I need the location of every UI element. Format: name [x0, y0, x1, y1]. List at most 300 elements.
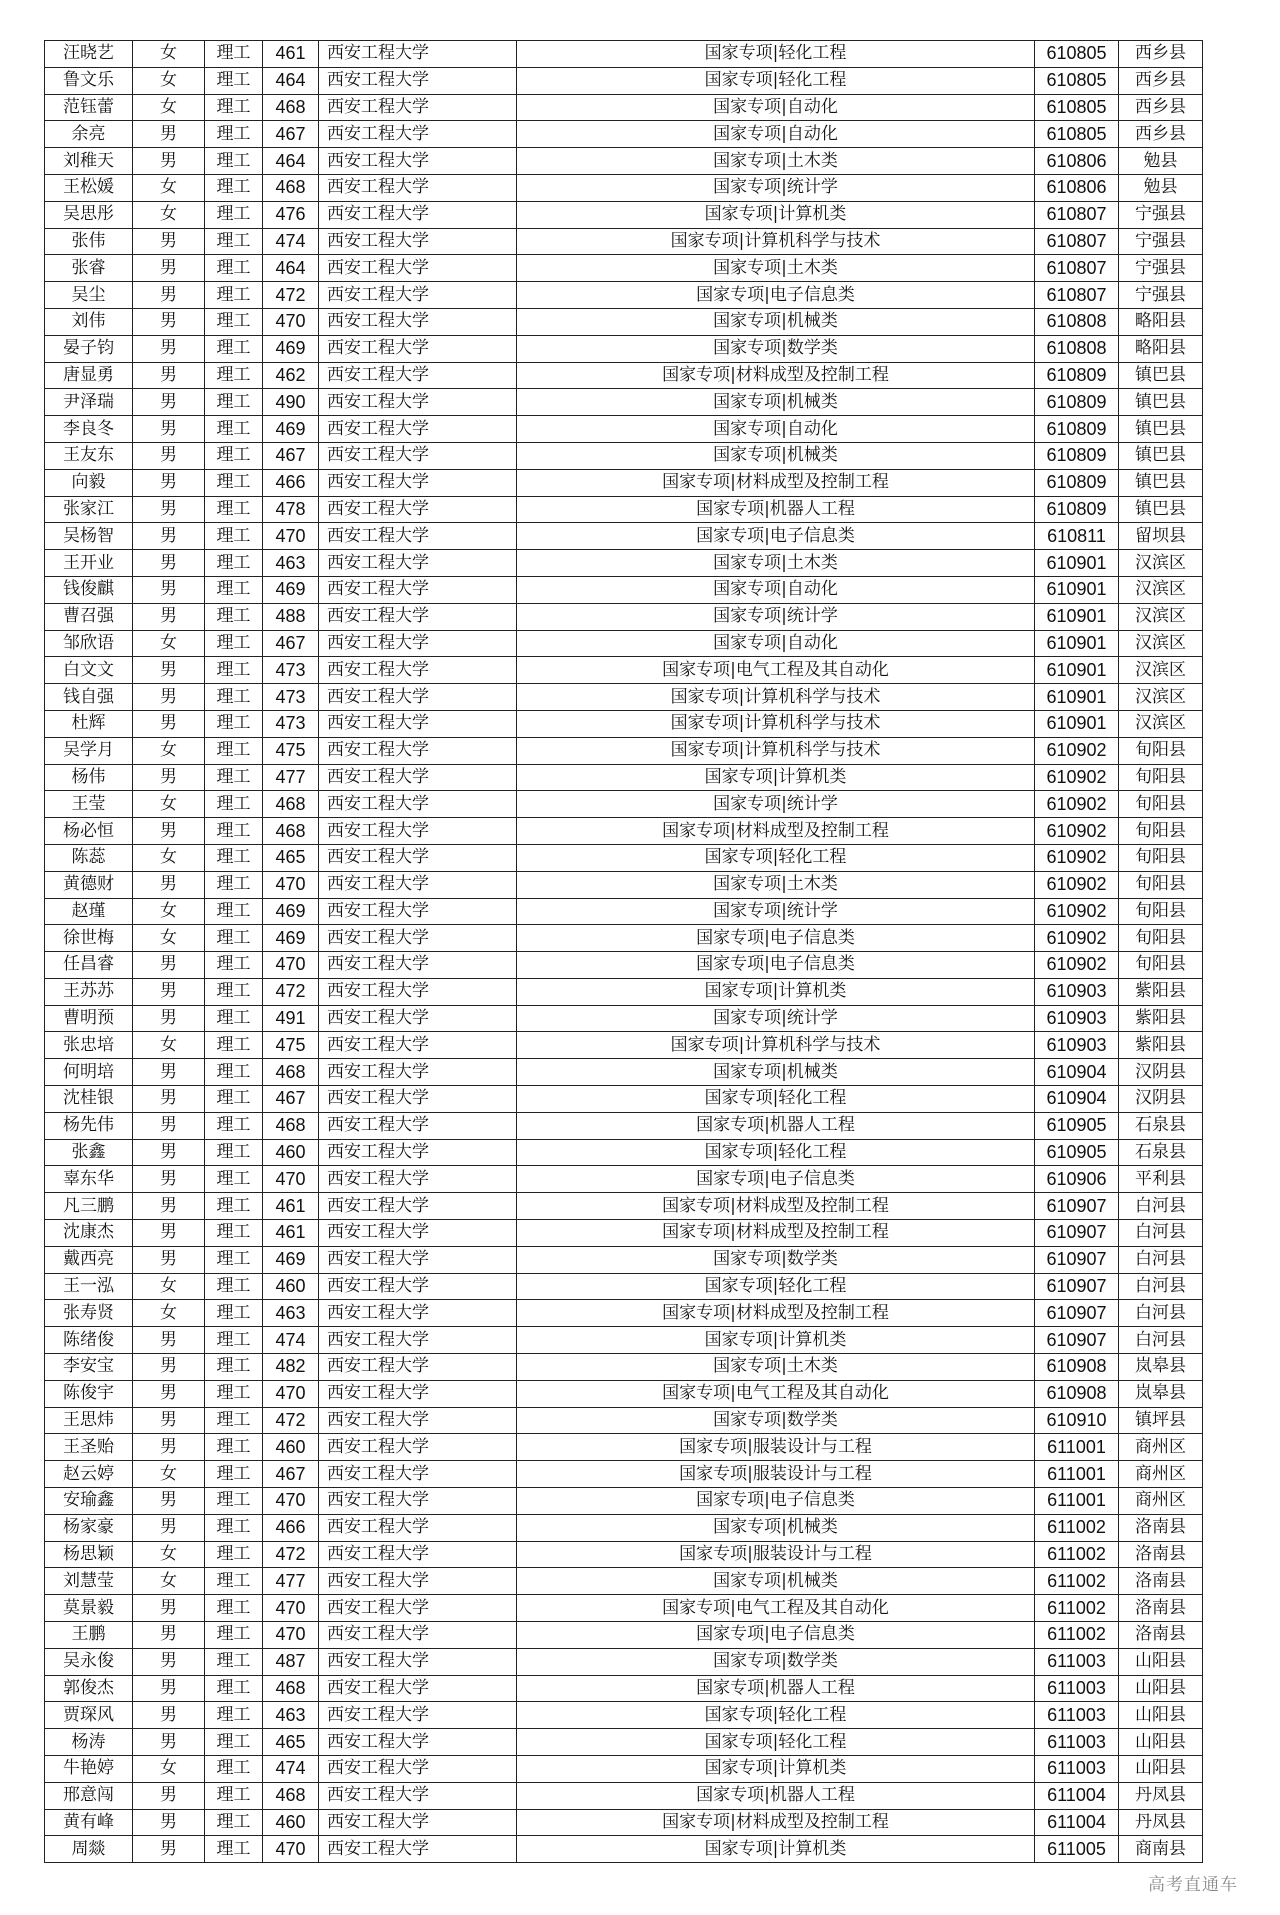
region-code-cell: 610807: [1035, 201, 1119, 228]
gender-cell: 女: [133, 925, 205, 952]
university-cell: 西安工程大学: [319, 362, 517, 389]
student-name-cell: 赵瑾: [45, 898, 133, 925]
region-code-cell: 611001: [1035, 1488, 1119, 1515]
score-cell: 491: [263, 1005, 319, 1032]
category-cell: 理工: [205, 1059, 263, 1086]
gender-cell: 女: [133, 737, 205, 764]
region-code-cell: 610902: [1035, 764, 1119, 791]
major-cell: 国家专项|自动化: [517, 121, 1035, 148]
major-cell: 国家专项|机器人工程: [517, 1112, 1035, 1139]
region-code-cell: 611003: [1035, 1702, 1119, 1729]
region-code-cell: 611002: [1035, 1541, 1119, 1568]
student-name-cell: 凡三鹏: [45, 1193, 133, 1220]
county-cell: 旬阳县: [1119, 925, 1203, 952]
major-cell: 国家专项|电子信息类: [517, 282, 1035, 309]
gender-cell: 男: [133, 684, 205, 711]
region-code-cell: 610808: [1035, 308, 1119, 335]
university-cell: 西安工程大学: [319, 1112, 517, 1139]
gender-cell: 女: [133, 174, 205, 201]
score-cell: 462: [263, 362, 319, 389]
table-row: [45, 1488, 1203, 1515]
student-name-cell: 曹召强: [45, 603, 133, 630]
score-cell: 467: [263, 121, 319, 148]
region-code-cell: 610908: [1035, 1354, 1119, 1381]
county-cell: 石泉县: [1119, 1112, 1203, 1139]
category-cell: 理工: [205, 255, 263, 282]
score-cell: 464: [263, 255, 319, 282]
major-cell: 国家专项|材料成型及控制工程: [517, 1809, 1035, 1836]
county-cell: 宁强县: [1119, 228, 1203, 255]
score-cell: 466: [263, 469, 319, 496]
gender-cell: 男: [133, 523, 205, 550]
gender-cell: 男: [133, 496, 205, 523]
score-cell: 487: [263, 1648, 319, 1675]
major-cell: 国家专项|计算机类: [517, 201, 1035, 228]
score-cell: 470: [263, 871, 319, 898]
region-code-cell: 611003: [1035, 1675, 1119, 1702]
category-cell: 理工: [205, 1220, 263, 1247]
major-cell: 国家专项|土木类: [517, 148, 1035, 175]
score-cell: 463: [263, 550, 319, 577]
county-cell: 商州区: [1119, 1434, 1203, 1461]
gender-cell: 男: [133, 1648, 205, 1675]
category-cell: 理工: [205, 1434, 263, 1461]
university-cell: 西安工程大学: [319, 737, 517, 764]
score-cell: 469: [263, 925, 319, 952]
table-row: [45, 1220, 1203, 1247]
table-row: [45, 1434, 1203, 1461]
university-cell: 西安工程大学: [319, 1756, 517, 1783]
region-code-cell: 610807: [1035, 282, 1119, 309]
region-code-cell: 610903: [1035, 1032, 1119, 1059]
table-row: [45, 1648, 1203, 1675]
category-cell: 理工: [205, 1729, 263, 1756]
score-cell: 461: [263, 1220, 319, 1247]
student-name-cell: 杨思颖: [45, 1541, 133, 1568]
region-code-cell: 610902: [1035, 818, 1119, 845]
gender-cell: 女: [133, 1300, 205, 1327]
student-name-cell: 黄德财: [45, 871, 133, 898]
major-cell: 国家专项|材料成型及控制工程: [517, 1300, 1035, 1327]
county-cell: 旬阳县: [1119, 898, 1203, 925]
region-code-cell: 610901: [1035, 710, 1119, 737]
category-cell: 理工: [205, 228, 263, 255]
student-name-cell: 陈俊宇: [45, 1380, 133, 1407]
table-row: [45, 630, 1203, 657]
major-cell: 国家专项|服装设计与工程: [517, 1541, 1035, 1568]
score-cell: 461: [263, 1193, 319, 1220]
university-cell: 西安工程大学: [319, 871, 517, 898]
score-cell: 475: [263, 1032, 319, 1059]
region-code-cell: 610809: [1035, 416, 1119, 443]
table-row: [45, 737, 1203, 764]
category-cell: 理工: [205, 1622, 263, 1649]
major-cell: 国家专项|统计学: [517, 898, 1035, 925]
region-code-cell: 610809: [1035, 469, 1119, 496]
student-name-cell: 杨伟: [45, 764, 133, 791]
region-code-cell: 611004: [1035, 1782, 1119, 1809]
major-cell: 国家专项|数学类: [517, 1407, 1035, 1434]
score-cell: 470: [263, 952, 319, 979]
student-name-cell: 赵云婷: [45, 1461, 133, 1488]
gender-cell: 女: [133, 1273, 205, 1300]
score-cell: 470: [263, 1380, 319, 1407]
score-cell: 472: [263, 282, 319, 309]
major-cell: 国家专项|轻化工程: [517, 1086, 1035, 1113]
university-cell: 西安工程大学: [319, 1220, 517, 1247]
table-row: [45, 1193, 1203, 1220]
university-cell: 西安工程大学: [319, 1836, 517, 1863]
university-cell: 西安工程大学: [319, 389, 517, 416]
gender-cell: 男: [133, 308, 205, 335]
gender-cell: 男: [133, 710, 205, 737]
category-cell: 理工: [205, 1461, 263, 1488]
score-cell: 476: [263, 201, 319, 228]
student-name-cell: 刘伟: [45, 308, 133, 335]
student-name-cell: 沈桂银: [45, 1086, 133, 1113]
county-cell: 旬阳县: [1119, 791, 1203, 818]
county-cell: 旬阳县: [1119, 737, 1203, 764]
student-name-cell: 王思炜: [45, 1407, 133, 1434]
gender-cell: 女: [133, 1032, 205, 1059]
score-cell: 460: [263, 1434, 319, 1461]
region-code-cell: 610808: [1035, 335, 1119, 362]
table-row: [45, 1702, 1203, 1729]
county-cell: 紫阳县: [1119, 1005, 1203, 1032]
table-row: [45, 710, 1203, 737]
county-cell: 山阳县: [1119, 1729, 1203, 1756]
student-name-cell: 吴尘: [45, 282, 133, 309]
university-cell: 西安工程大学: [319, 1514, 517, 1541]
gender-cell: 男: [133, 228, 205, 255]
category-cell: 理工: [205, 1112, 263, 1139]
category-cell: 理工: [205, 1702, 263, 1729]
table-row: [45, 148, 1203, 175]
major-cell: 国家专项|轻化工程: [517, 1729, 1035, 1756]
category-cell: 理工: [205, 1675, 263, 1702]
gender-cell: 女: [133, 1461, 205, 1488]
category-cell: 理工: [205, 1756, 263, 1783]
table-row: [45, 550, 1203, 577]
county-cell: 略阳县: [1119, 308, 1203, 335]
table-row: [45, 1809, 1203, 1836]
category-cell: 理工: [205, 523, 263, 550]
major-cell: 国家专项|机械类: [517, 1568, 1035, 1595]
table-row: [45, 362, 1203, 389]
gender-cell: 男: [133, 576, 205, 603]
county-cell: 镇巴县: [1119, 496, 1203, 523]
university-cell: 西安工程大学: [319, 174, 517, 201]
category-cell: 理工: [205, 148, 263, 175]
category-cell: 理工: [205, 308, 263, 335]
major-cell: 国家专项|机械类: [517, 442, 1035, 469]
table-row: [45, 952, 1203, 979]
major-cell: 国家专项|电子信息类: [517, 523, 1035, 550]
table-row: [45, 1139, 1203, 1166]
student-name-cell: 张睿: [45, 255, 133, 282]
gender-cell: 女: [133, 791, 205, 818]
category-cell: 理工: [205, 1488, 263, 1515]
table-row: [45, 1782, 1203, 1809]
gender-cell: 男: [133, 335, 205, 362]
major-cell: 国家专项|统计学: [517, 174, 1035, 201]
major-cell: 国家专项|自动化: [517, 416, 1035, 443]
major-cell: 国家专项|轻化工程: [517, 1139, 1035, 1166]
county-cell: 白河县: [1119, 1220, 1203, 1247]
score-cell: 470: [263, 1836, 319, 1863]
county-cell: 洛南县: [1119, 1514, 1203, 1541]
table-row: [45, 603, 1203, 630]
university-cell: 西安工程大学: [319, 978, 517, 1005]
student-name-cell: 余亮: [45, 121, 133, 148]
county-cell: 汉阴县: [1119, 1086, 1203, 1113]
table-row: [45, 1273, 1203, 1300]
category-cell: 理工: [205, 871, 263, 898]
table-row: [45, 844, 1203, 871]
county-cell: 汉滨区: [1119, 657, 1203, 684]
county-cell: 略阳县: [1119, 335, 1203, 362]
category-cell: 理工: [205, 1568, 263, 1595]
major-cell: 国家专项|电子信息类: [517, 1488, 1035, 1515]
major-cell: 国家专项|轻化工程: [517, 41, 1035, 68]
county-cell: 留坝县: [1119, 523, 1203, 550]
table-row: [45, 1005, 1203, 1032]
region-code-cell: 610806: [1035, 148, 1119, 175]
score-cell: 475: [263, 737, 319, 764]
region-code-cell: 610805: [1035, 67, 1119, 94]
category-cell: 理工: [205, 1005, 263, 1032]
county-cell: 平利县: [1119, 1166, 1203, 1193]
region-code-cell: 610809: [1035, 389, 1119, 416]
county-cell: 镇巴县: [1119, 469, 1203, 496]
university-cell: 西安工程大学: [319, 228, 517, 255]
university-cell: 西安工程大学: [319, 416, 517, 443]
student-name-cell: 钱俊麒: [45, 576, 133, 603]
student-name-cell: 汪晓艺: [45, 41, 133, 68]
category-cell: 理工: [205, 94, 263, 121]
region-code-cell: 610901: [1035, 603, 1119, 630]
score-cell: 473: [263, 710, 319, 737]
university-cell: 西安工程大学: [319, 791, 517, 818]
student-name-cell: 贾琛风: [45, 1702, 133, 1729]
score-cell: 460: [263, 1273, 319, 1300]
gender-cell: 男: [133, 1434, 205, 1461]
student-name-cell: 周燚: [45, 1836, 133, 1863]
region-code-cell: 610805: [1035, 94, 1119, 121]
region-code-cell: 610901: [1035, 576, 1119, 603]
major-cell: 国家专项|计算机类: [517, 1327, 1035, 1354]
university-cell: 西安工程大学: [319, 1702, 517, 1729]
table-row: [45, 1541, 1203, 1568]
county-cell: 商州区: [1119, 1461, 1203, 1488]
category-cell: 理工: [205, 389, 263, 416]
region-code-cell: 610907: [1035, 1246, 1119, 1273]
major-cell: 国家专项|机器人工程: [517, 1675, 1035, 1702]
county-cell: 洛南县: [1119, 1622, 1203, 1649]
region-code-cell: 610902: [1035, 898, 1119, 925]
region-code-cell: 611002: [1035, 1514, 1119, 1541]
county-cell: 白河县: [1119, 1300, 1203, 1327]
county-cell: 商州区: [1119, 1488, 1203, 1515]
score-cell: 474: [263, 1327, 319, 1354]
category-cell: 理工: [205, 282, 263, 309]
score-cell: 470: [263, 1488, 319, 1515]
category-cell: 理工: [205, 1327, 263, 1354]
score-cell: 470: [263, 1622, 319, 1649]
university-cell: 西安工程大学: [319, 1809, 517, 1836]
category-cell: 理工: [205, 1514, 263, 1541]
score-cell: 470: [263, 1166, 319, 1193]
category-cell: 理工: [205, 1836, 263, 1863]
region-code-cell: 611001: [1035, 1461, 1119, 1488]
major-cell: 国家专项|电子信息类: [517, 1622, 1035, 1649]
major-cell: 国家专项|机械类: [517, 389, 1035, 416]
table-row: [45, 1756, 1203, 1783]
county-cell: 白河县: [1119, 1193, 1203, 1220]
score-cell: 473: [263, 684, 319, 711]
county-cell: 洛南县: [1119, 1541, 1203, 1568]
major-cell: 国家专项|计算机科学与技术: [517, 737, 1035, 764]
admission-table-container: [44, 40, 1202, 1863]
county-cell: 洛南县: [1119, 1568, 1203, 1595]
student-name-cell: 王松媛: [45, 174, 133, 201]
university-cell: 西安工程大学: [319, 818, 517, 845]
university-cell: 西安工程大学: [319, 94, 517, 121]
table-row: [45, 1675, 1203, 1702]
major-cell: 国家专项|土木类: [517, 255, 1035, 282]
category-cell: 理工: [205, 844, 263, 871]
major-cell: 国家专项|土木类: [517, 1354, 1035, 1381]
county-cell: 山阳县: [1119, 1648, 1203, 1675]
region-code-cell: 610904: [1035, 1059, 1119, 1086]
gender-cell: 女: [133, 1541, 205, 1568]
region-code-cell: 610903: [1035, 1005, 1119, 1032]
university-cell: 西安工程大学: [319, 523, 517, 550]
admission-table: [44, 40, 1203, 1863]
category-cell: 理工: [205, 603, 263, 630]
university-cell: 西安工程大学: [319, 603, 517, 630]
table-row: [45, 1300, 1203, 1327]
university-cell: 西安工程大学: [319, 898, 517, 925]
category-cell: 理工: [205, 925, 263, 952]
university-cell: 西安工程大学: [319, 1139, 517, 1166]
university-cell: 西安工程大学: [319, 576, 517, 603]
student-name-cell: 刘稚天: [45, 148, 133, 175]
university-cell: 西安工程大学: [319, 1354, 517, 1381]
region-code-cell: 610907: [1035, 1327, 1119, 1354]
score-cell: 488: [263, 603, 319, 630]
county-cell: 白河县: [1119, 1273, 1203, 1300]
gender-cell: 男: [133, 1488, 205, 1515]
category-cell: 理工: [205, 1193, 263, 1220]
table-row: [45, 657, 1203, 684]
table-row: [45, 1112, 1203, 1139]
table-row: [45, 764, 1203, 791]
score-cell: 463: [263, 1300, 319, 1327]
score-cell: 482: [263, 1354, 319, 1381]
county-cell: 白河县: [1119, 1246, 1203, 1273]
table-row: [45, 1032, 1203, 1059]
category-cell: 理工: [205, 710, 263, 737]
major-cell: 国家专项|电子信息类: [517, 925, 1035, 952]
region-code-cell: 610906: [1035, 1166, 1119, 1193]
region-code-cell: 610907: [1035, 1300, 1119, 1327]
table-row: [45, 978, 1203, 1005]
score-cell: 468: [263, 1782, 319, 1809]
major-cell: 国家专项|机械类: [517, 1514, 1035, 1541]
university-cell: 西安工程大学: [319, 657, 517, 684]
category-cell: 理工: [205, 1782, 263, 1809]
county-cell: 宁强县: [1119, 282, 1203, 309]
table-body: [45, 41, 1203, 1863]
student-name-cell: 杨家豪: [45, 1514, 133, 1541]
gender-cell: 男: [133, 603, 205, 630]
gender-cell: 女: [133, 201, 205, 228]
university-cell: 西安工程大学: [319, 764, 517, 791]
student-name-cell: 郭俊杰: [45, 1675, 133, 1702]
table-row: [45, 416, 1203, 443]
gender-cell: 女: [133, 844, 205, 871]
region-code-cell: 610809: [1035, 496, 1119, 523]
university-cell: 西安工程大学: [319, 335, 517, 362]
gender-cell: 男: [133, 1622, 205, 1649]
region-code-cell: 611005: [1035, 1836, 1119, 1863]
county-cell: 旬阳县: [1119, 952, 1203, 979]
score-cell: 470: [263, 308, 319, 335]
score-cell: 463: [263, 1702, 319, 1729]
major-cell: 国家专项|统计学: [517, 603, 1035, 630]
student-name-cell: 张忠培: [45, 1032, 133, 1059]
table-row: [45, 925, 1203, 952]
university-cell: 西安工程大学: [319, 442, 517, 469]
gender-cell: 男: [133, 1514, 205, 1541]
region-code-cell: 610902: [1035, 791, 1119, 818]
gender-cell: 男: [133, 282, 205, 309]
student-name-cell: 徐世梅: [45, 925, 133, 952]
category-cell: 理工: [205, 362, 263, 389]
county-cell: 石泉县: [1119, 1139, 1203, 1166]
gender-cell: 男: [133, 657, 205, 684]
student-name-cell: 尹泽瑞: [45, 389, 133, 416]
score-cell: 469: [263, 576, 319, 603]
university-cell: 西安工程大学: [319, 1434, 517, 1461]
region-code-cell: 610811: [1035, 523, 1119, 550]
table-row: [45, 1568, 1203, 1595]
student-name-cell: 王苏苏: [45, 978, 133, 1005]
county-cell: 镇巴县: [1119, 389, 1203, 416]
category-cell: 理工: [205, 764, 263, 791]
gender-cell: 女: [133, 94, 205, 121]
student-name-cell: 钱自强: [45, 684, 133, 711]
gender-cell: 男: [133, 1166, 205, 1193]
gender-cell: 男: [133, 1407, 205, 1434]
university-cell: 西安工程大学: [319, 1622, 517, 1649]
major-cell: 国家专项|材料成型及控制工程: [517, 1220, 1035, 1247]
gender-cell: 男: [133, 871, 205, 898]
gender-cell: 男: [133, 1836, 205, 1863]
gender-cell: 男: [133, 362, 205, 389]
table-row: [45, 871, 1203, 898]
gender-cell: 男: [133, 1595, 205, 1622]
gender-cell: 男: [133, 978, 205, 1005]
gender-cell: 男: [133, 469, 205, 496]
student-name-cell: 陈绪俊: [45, 1327, 133, 1354]
major-cell: 国家专项|材料成型及控制工程: [517, 818, 1035, 845]
region-code-cell: 610908: [1035, 1380, 1119, 1407]
university-cell: 西安工程大学: [319, 630, 517, 657]
university-cell: 西安工程大学: [319, 1032, 517, 1059]
university-cell: 西安工程大学: [319, 1300, 517, 1327]
